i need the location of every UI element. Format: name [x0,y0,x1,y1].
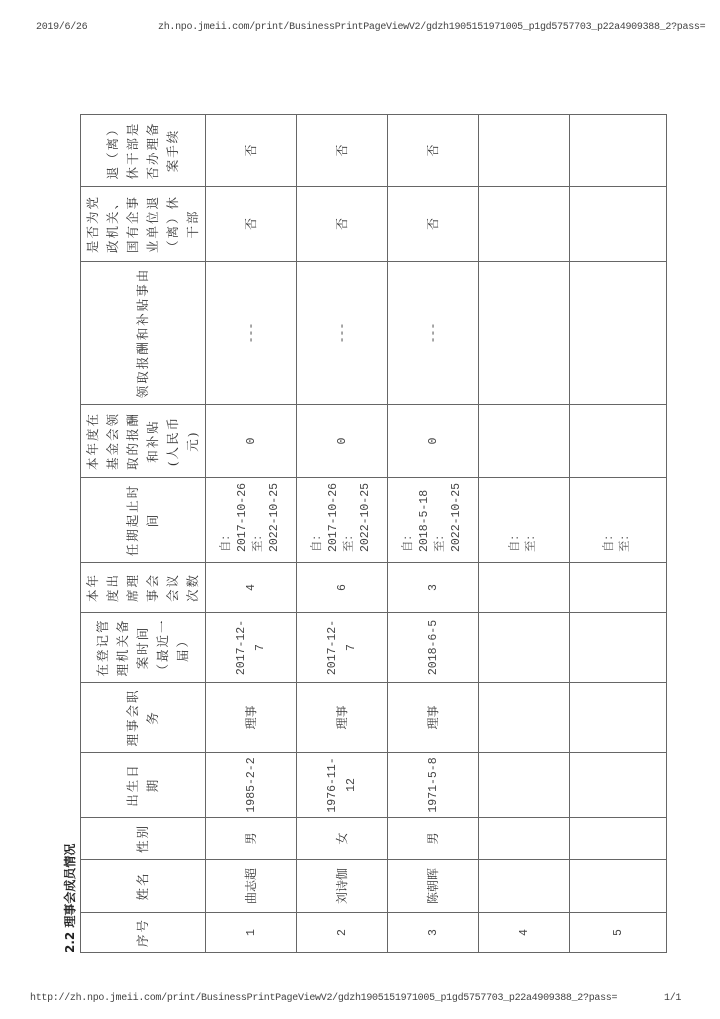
cell-name: 曲志超 [206,860,297,913]
cell-seq: 3 [388,913,479,953]
print-header-url: zh.npo.jmeii.com/print/BusinessPrintPageViewV2/gdzh1905151971005_p1gd5757703_p22a4909388_2?pass= [158,22,706,33]
cell-retired-cadre [479,187,570,262]
term-from-label: 自： [402,529,415,552]
header-seq: 序号 [81,913,206,953]
cell-birth-date [570,753,667,818]
header-filed: 退（离）休干部是否办理备案手续 [81,115,206,187]
header-pay: 本年度在基金会领取的报酬和补贴(人民币元) [81,405,206,478]
term-from-label: 自： [311,529,324,552]
header-pay-reason: 领取报酬和补贴事由 [81,262,206,405]
cell-retired-cadre: 否 [297,187,388,262]
term-to-label: 至： [252,529,265,552]
cell-gender: 女 [297,818,388,860]
term-from: 2017-10-26 [236,482,249,552]
table-header-row [81,115,206,953]
cell-pay [479,405,570,478]
cell-retired-cadre: 否 [206,187,297,262]
term-to-label: 至： [619,529,632,552]
cell-seq: 5 [570,913,667,953]
term-from-label: 自： [603,529,616,552]
table-row [206,115,297,953]
cell-name [570,860,667,913]
cell-meetings [570,563,667,613]
cell-filing-date: 2017-12-7 [297,613,388,683]
cell-pay-reason [570,262,667,405]
cell-retired-cadre: 否 [388,187,479,262]
rotated-page-content [63,115,648,953]
cell-pay [570,405,667,478]
cell-pay-reason: --- [388,262,479,405]
cell-term [206,478,297,563]
cell-gender [479,818,570,860]
header-term: 任期起止时间 [81,478,206,563]
header-birth-date: 出生日期 [81,753,206,818]
cell-gender: 男 [388,818,479,860]
term-to: 2022-10-25 [359,482,372,552]
print-date: 2019/6/26 [36,22,88,33]
cell-name: 刘诗伽 [297,860,388,913]
cell-pay-reason [479,262,570,405]
table-row [297,115,388,953]
term-to: 2022-10-25 [268,482,281,552]
term-from-label: 自： [509,529,522,552]
cell-birth-date: 1976-11-12 [297,753,388,818]
cell-pay-reason: --- [206,262,297,405]
cell-position: 理事 [297,683,388,753]
print-footer-url: http://zh.npo.jmeii.com/print/BusinessPrintPageViewV2/gdzh1905151971005_p1gd5757703_p22a4909388_2?pass= [30,993,618,1004]
table-row [388,115,479,953]
cell-meetings: 3 [388,563,479,613]
cell-filing-date [479,613,570,683]
cell-retired-cadre [570,187,667,262]
term-from-label: 自： [220,529,233,552]
cell-filed: 否 [297,115,388,187]
cell-pay: 0 [388,405,479,478]
cell-seq: 1 [206,913,297,953]
cell-pay-reason: --- [297,262,388,405]
term-from: 2017-10-26 [327,482,340,552]
cell-filed [479,115,570,187]
cell-name [479,860,570,913]
cell-gender [570,818,667,860]
board-members-table [80,114,667,953]
cell-pay: 0 [297,405,388,478]
cell-meetings [479,563,570,613]
cell-filing-date [570,613,667,683]
table-row [479,115,570,953]
header-name: 姓名 [81,860,206,913]
header-position: 理事会职务 [81,683,206,753]
cell-meetings: 6 [297,563,388,613]
cell-position [479,683,570,753]
cell-name: 陈朝晖 [388,860,479,913]
term-to-label: 至： [434,529,447,552]
header-gender: 性别 [81,818,206,860]
cell-filed: 否 [206,115,297,187]
cell-filed [570,115,667,187]
cell-birth-date: 1985-2-2 [206,753,297,818]
term-from: 2018-5-18 [418,489,431,552]
cell-position: 理事 [206,683,297,753]
cell-birth-date [479,753,570,818]
cell-term [570,478,667,563]
cell-term [479,478,570,563]
cell-position: 理事 [388,683,479,753]
cell-filed: 否 [388,115,479,187]
table-row [570,115,667,953]
page-number: 1/1 [664,993,682,1004]
cell-birth-date: 1971-5-8 [388,753,479,818]
cell-term [297,478,388,563]
cell-seq: 4 [479,913,570,953]
header-retired-cadre: 是否为党政机关、国有企事业单位退（离）休干部 [81,187,206,262]
term-to: 2022-10-25 [450,482,463,552]
cell-filing-date: 2017-12-7 [206,613,297,683]
header-filing-date: 在登记管理机关备案时间（最近一届） [81,613,206,683]
cell-term [388,478,479,563]
header-meetings: 本年度出席理事会会议次数 [81,563,206,613]
cell-seq: 2 [297,913,388,953]
cell-meetings: 4 [206,563,297,613]
cell-gender: 男 [206,818,297,860]
section-title: 2.2 理事会成员情况 [63,843,77,953]
term-to-label: 至： [525,529,538,552]
term-to-label: 至： [343,529,356,552]
cell-pay: 0 [206,405,297,478]
cell-filing-date: 2018-6-5 [388,613,479,683]
cell-position [570,683,667,753]
